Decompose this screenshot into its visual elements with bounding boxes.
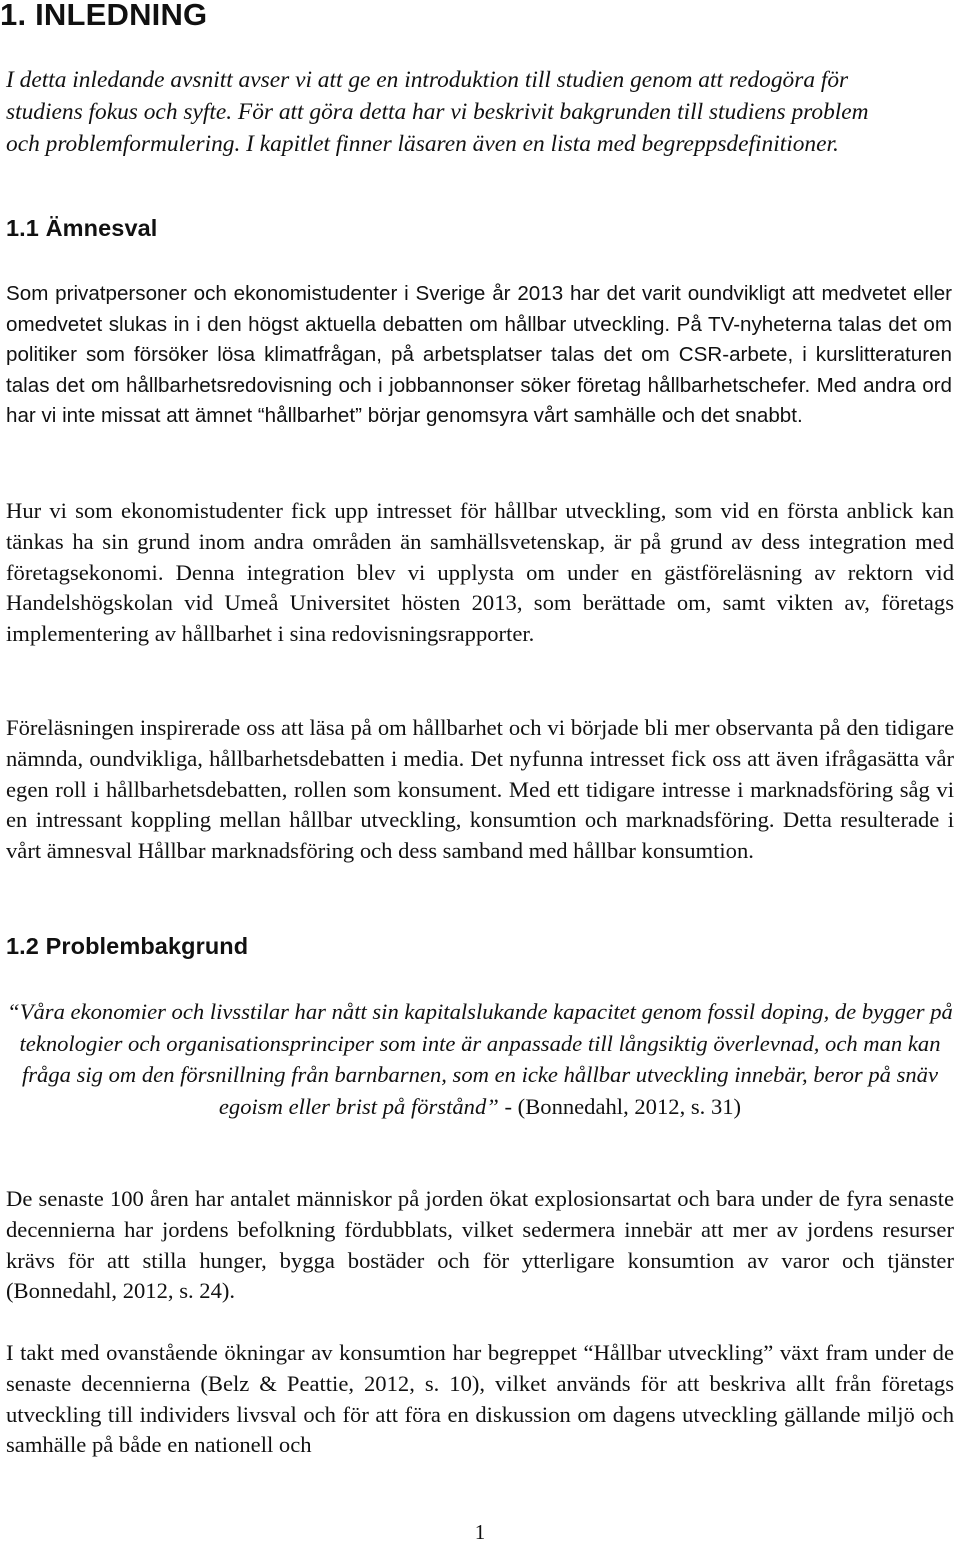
paragraph-problembakgrund-1: De senaste 100 åren har antalet människor på jorden ökat explosionsartat och bara under de fyra senaste decennierna har jordens befolkning fördubblats, vilket sedermera innebär att mer av jordens resurser krävs för att stilla hunger, bygga bostäder och för ytterligare konsumtion av varor och tjänster (Bonnedahl, 2012, s. 24). [6, 1186, 954, 1304]
block-quote [6, 996, 954, 1122]
chapter-title: 1. INLEDNING [0, 0, 208, 32]
section-heading-problembakgrund: 1.2 Problembakgrund [6, 933, 249, 959]
quote-citation: - (Bonnedahl, 2012, s. 31) [504, 1093, 742, 1119]
paragraph-amnesval-2: Hur vi som ekonomistudenter fick upp intresset för hållbar utveckling, som vid en första anblick kan tänkas ha sin grund inom andra områden än samhällsvetenskap, är på grund av dess integration med företagsekonomi. Denna integration blev vi upplysta om under en gästföreläsning av rektorn vid Handelshögskolan vid Umeå Universitet hösten 2013, som berättade om, samt vikten av, företags implementering av hållbarhet i sina redovisningsrapporter. [6, 498, 954, 647]
paragraph-amnesval-1: Som privatpersoner och ekonomistudenter i Sverige år 2013 har det varit oundvikligt att medvetet eller omedvetet slukas in i den högst aktuella debatten om hållbar utveckling. På TV-nyheterna talas det om politiker som försöker lösa klimatfrågan, på arbetsplatser talas det om CSR-arbete, i kurslitteraturen talas det om hållbarhetsredovisning och i jobbannonser söker företag hållbarhetschefer. Med andra ord har vi inte missat att ämnet “hållbarhet” börjar genomsyra vårt samhälle och det snabbt. [6, 282, 952, 427]
chapter-intro: I detta inledande avsnitt avser vi att ge en introduktion till studien genom att redogöra för studiens fokus och syfte. För att göra detta har vi beskrivit bakgrunden till studiens problem och problemformulering. I kapitlet finner läsaren även en lista med begreppsdefinitioner. [6, 67, 869, 157]
page-number: 1 [474, 1520, 486, 1544]
paragraph-problembakgrund-2: I takt med ovanstående ökningar av konsumtion har begreppet “Hållbar utveckling” växt fram under de senaste decennierna (Belz & Peattie, 2012, s. 10), vilket används för att beskriva allt från företags utveckling till individers livsval och för att föra en diskussion om dagens utveckling gällande miljö och samhälle på både en nationell och [6, 1340, 954, 1458]
section-heading-amnesval: 1.1 Ämnesval [6, 215, 158, 241]
paragraph-amnesval-3: Föreläsningen inspirerade oss att läsa på om hållbarhet och vi började bli mer observanta på den tidigare nämnda, oundvikliga, hållbarhetsdebatten i media. Det nyfunna intresset fick oss att även ifrågasätta vår egen roll i hållbarhetsdebatten, rollen som konsument. Med ett tidigare intresse i marknadsföring såg vi en intressant koppling mellan hållbar utveckling, konsumtion och marknadsföring. Detta resulterade i vårt ämnesval Hållbar marknadsföring och dess samband med hållbar konsumtion. [6, 715, 954, 864]
quote-text: “Våra ekonomier och livsstilar har nått sin kapitalslukande kapacitet genom fossil doping, de bygger på teknologier och organisationsprinciper som inte är anpassade till långsiktig överlevnad, och man kan fråga sig om den försnillning från barnbarnen, som en icke hållbar utveckling innebär, beror på snäv egoism eller brist på förstånd” [7, 999, 953, 1119]
